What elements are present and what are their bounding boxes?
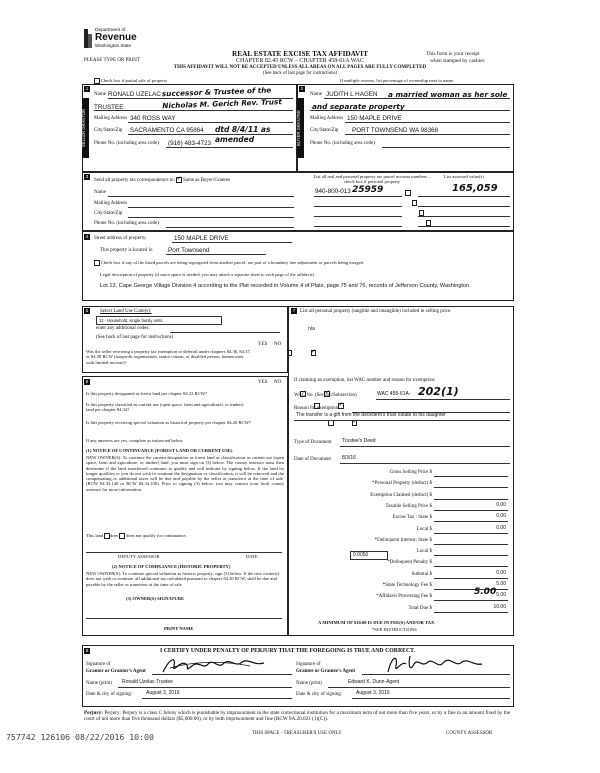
grantor-date[interactable]: August 3, 2016 [146,690,180,696]
personal-property-value[interactable]: n/a [308,326,315,332]
parcel-number[interactable]: 940-800-013 [315,188,351,195]
pp-checkbox-2[interactable] [412,200,418,206]
minimum-due: A MINIMUM OF $10.00 IS DUE IN FEE(S) AND/OR TAX [318,620,435,625]
partial-sale-checkbox[interactable] [94,78,100,84]
seller-phone-label: Phone No. (including area code) [94,141,159,146]
send-correspondence: Send all property tax correspondence to: ✓ Same as Buyer/Grantee [94,177,230,184]
multiple-owners-note: If multiple owners, list percentage of ownership next to name. [340,78,455,83]
parcel-handwritten: 25959 [352,185,384,195]
buyer-city-label: City/State/Zip [310,128,339,133]
tax-row-value[interactable]: 0.00 [496,569,506,576]
seller-mailing-label: Mailing Address [94,116,128,121]
street-label: Street address of property: [94,236,147,241]
reason-label: Reason for exemption [294,406,339,411]
s6-q3: Is this property receiving special valuation as historical property per chapter 84.26 RCW? [86,420,251,425]
tax-row-line [434,566,508,567]
legal-description[interactable]: Lot 13, Cape George Village Division 4 according to the Plat recorded in Volume 4 of Plats, page 75 and 76, records of Jefferson County, Washington. [100,283,471,289]
seller-city-label: City/State/Zip [94,128,123,133]
s6-q1: Is this property designated as forest land per chapter 84.33 RCW? [86,391,208,396]
certify-statement: I CERTIFY UNDER PENALTY OF PERJURY THAT THE FOREGOING IS TRUE AND CORRECT. [160,648,416,654]
tax-row-line [434,600,508,601]
tax-row-label: Excise Tax : State $ [392,515,432,521]
processing-fee-handwritten: 5.00 [474,587,497,597]
deputy-date: DATE [246,554,258,559]
tax-row-line [434,589,508,590]
county-assessor: COUNTY ASSESSOR [446,731,493,736]
land-does-not-checkbox[interactable] [119,533,125,539]
seller-phone[interactable]: (916) 483-4723 [168,140,212,147]
s6-no: NO [274,380,282,385]
see-instructions: *SEE INSTRUCTIONS [372,627,417,632]
segregated-checkbox[interactable] [94,260,100,266]
land-use-label: Select Land Use Code(s): [100,309,152,314]
grantee-name[interactable]: Edward K. Dunn-Agent [348,679,400,685]
wac-label: WAC No. (Section/Subsection) [294,393,357,398]
receipt-line1: This form is your receipt [426,51,480,57]
tax-row-label: Gross Selling Price $ [389,470,432,475]
s3-mailing-label: Mailing Address [94,201,128,206]
partial-sale[interactable]: Check box if partial sale of property [94,78,167,84]
grantor-sig-label1: Signature of [86,662,111,667]
seller-trustee[interactable]: TRUSTEE [94,104,124,111]
grantor-sig-label2: Grantor or Grantor's Agent [86,669,146,674]
form-chapter: CHAPTER 82.45 RCW – CHAPTER 458-61A WAC [236,58,364,64]
tax-row-line [434,578,508,579]
buyer-name[interactable]: JUDITH L HAGEN [326,91,378,98]
located-label: This property is located in [100,248,153,253]
s6-yes: YES [258,380,268,385]
legal-label: Legal description of property (if more space is needed, you may attach a separate sheet to each page of the affidavit) [100,272,314,277]
see-back: (See back of last page for instructions) [262,71,338,76]
s5-question: Was the seller receiving a property tax exemption or deferral under chapters 84.36, 84.37, or 84.38 RCW (nonprofit organization, senior citizen, or disabled person, homeowner with limited income)? [86,349,251,365]
s5-no: NO [274,342,282,347]
grantor-name[interactable]: Ronald Uzelac-Trustee [122,679,173,685]
grantee-name-label: Name (print) [296,681,322,686]
tax-row-line [434,510,508,511]
doc-type[interactable]: Trustee's Deed [342,438,376,444]
tax-row-line [434,612,508,613]
deputy-assessor: DEPUTY ASSESSOR [118,554,160,559]
section-1-number: 1 [85,86,89,91]
seller-mailing[interactable]: 340 ROSS WAY [130,115,176,122]
s5-yes: YES [258,342,268,347]
section-6-number: 6 [85,379,89,384]
tax-row-label: *Affidavit Processing Fee $ [376,594,432,600]
buyer-name-handwritten: a married woman as her sole and separate property [312,90,508,111]
logo-revenue: Revenue [95,32,137,43]
notice1-title: (1) NOTICE OF CONTINUANCE (FOREST LAND OR CURRENT USE) [86,448,233,453]
assessed-header: List assessed value(s) [444,174,484,179]
seller-name-handwritten: successor & Trustee of the Nicholas M. Gerich Rev. Trust [161,85,282,110]
tax-row-line [434,533,508,534]
grantee-date[interactable]: August 3, 2016 [356,690,390,696]
please-type: PLEASE TYPE OR PRINT [84,58,140,63]
segregated-row[interactable]: Check box if any of the listed parcels are being segregated from another parcel, are part of a boundary line adjustment or parcels being merged. [94,260,364,266]
logo-dept: Department of [95,28,126,33]
grantor-name-label: Name (print) [86,681,112,686]
seller-name-label: Name [94,92,106,97]
buyer-mailing-label: Mailing Address [310,116,344,121]
parcel-header: List all real and personal property tax parcel account numbers – check box if personal property [313,174,431,185]
section-2-number: 2 [300,86,304,91]
tax-row-value[interactable]: 5.00 [496,592,506,599]
tax-row-value[interactable]: 0.00 [496,501,506,508]
grantor-signature [160,654,270,676]
notice1-body: NEW OWNER(S): To continue the current designation as forest land or classification as current use (open space, farm and agriculture, or timber) land, you must sign on (3) below. The county assessor must then determine if the land transferred continues to qualify and will indicate by signing below. If the land no longer qualifies or you do not wish to continue the designation or classification, it will be removed and the compensating or additional taxes will be due and payable by the seller or transferor at the time of sale. (RCW 84.33.140 or RCW 84.34.108). Prior to signing (3) below, you may contact your local county assessor for more information. [86,455,284,492]
seller-grantor-label: SELLER GRANTOR [82,98,89,158]
land-use-select[interactable]: 11 - Household, single family units [96,316,222,325]
tax-row-value[interactable]: 0.00 [496,524,506,531]
buyer-city[interactable]: PORT TOWNSEND WA 98368 [352,127,439,134]
tax-row-line [434,544,508,545]
buyer-phone-label: Phone No. (including area code) [310,141,375,146]
form-title: REAL ESTATE EXCISE TAX AFFIDAVIT [232,49,368,58]
print-name-label: PRINT NAME [164,626,194,631]
logo-state: Washington State [95,43,132,48]
buyer-name-label: Name [310,92,322,97]
pp-checkbox-3[interactable] [419,210,425,216]
receipt-line2: when stamped by cashier. [430,58,486,64]
doc-date[interactable]: 8/3/16 [342,455,356,461]
tax-row-label: *State Technology Fee $ [382,583,432,588]
grantee-date-label: Date & city of signing: [296,692,343,697]
doc-date-label: Date of Document [294,457,331,462]
s6-q2: Is this property classified as current use (open space, farm and agricultural, or timber) land per chapter 84.34? [86,402,244,413]
grantee-sig-label1: Signature of [296,662,321,667]
form-warning: THIS AFFIDAVIT WILL NOT BE ACCEPTED UNLESS ALL AREAS ON ALL PAGES ARE FULLY COMPLETED [173,65,427,70]
tax-row-label: Total Due $ [408,605,432,611]
wac-number[interactable]: WAC 458-61A- [377,391,411,397]
s5-see-back: (See back of last page for instructions) [96,335,174,340]
located-in[interactable]: Port Townsend [168,247,210,254]
notice2-title: (2) NOTICE OF COMPLIANCE (HISTORIC PROPERTY) [112,564,231,569]
tax-row-value[interactable]: 0.00 [496,513,506,520]
buyer-grantee-label: BUYER GRANTEE [297,98,304,158]
tax-row-value[interactable]: 5.00 [496,581,506,587]
doc-type-label: Type of Document [294,440,332,445]
treasurer-use: THIS SPACE - TREASURER'S USE ONLY [252,731,342,736]
grantee-signature [384,652,484,676]
tax-row-label: *Delinquent Penalty $ [387,560,432,566]
section-7-number: 7 [292,308,296,313]
s3-phone-label: Phone No. (including area code) [94,221,159,226]
buyer-mailing[interactable]: 150 MAPLE DRIVE [347,115,402,122]
section-3-number: 3 [85,174,89,179]
tax-row-label: Subtotal $ [411,571,432,577]
exemption-label: If claiming an exemption, list WAC number and reason for exemption: [294,378,436,383]
grantee-sig-label2: Grantee or Grantee's Agent [296,669,356,674]
recording-stamp: 757742 126106 08/22/2016 10:00 [6,732,154,742]
tax-row-line [434,487,508,488]
section-8-number: 8 [85,648,89,653]
personal-property-label: List all personal property (tangible and intangible) included in selling price. [300,309,452,314]
section-4-number: 4 [85,234,89,239]
tax-row-label: Taxable Selling Price $ [385,503,432,509]
tax-row-line [434,476,508,477]
tax-row-label: *Personal Property (deduct) $ [372,481,432,487]
seller-name[interactable]: RONALD UZELAC - [108,91,165,98]
tax-row-label: Local $ [416,526,432,532]
owner-signature-label: (3) OWNER(S) SIGNATURE [126,596,185,601]
assessed-value: 165,059 [452,183,498,194]
seller-city-handwritten: dtd 8/4/11 as amended [215,125,271,144]
tax-rate-box[interactable]: 0.0050 [350,551,388,560]
logo-mark [84,29,93,48]
tax-row-line [434,499,508,500]
tax-row-value[interactable]: 10.00 [493,603,506,610]
wac-handwritten: 202(1) [418,385,459,398]
s3-name-label: Name [94,190,106,195]
same-as-buyer-checkbox[interactable] [176,177,182,183]
land-does-checkbox[interactable] [104,533,110,539]
s6-if-yes: If any answers are yes, complete as instructed below. [86,438,184,443]
notice2-body: NEW OWNER(S): To continue special valuation as historic property, sign (3) below. If the new owner(s) does not wish to continue, all additional tax calculated pursuant to chapter 84.26 RCW, shall be due and payable by the seller or transferor at the time of sale. [86,571,280,587]
grantor-date-label: Date & city of signing: [86,692,133,697]
perjury-notice: Perjury: Perjury: Perjury is a class C felony which is punishable by imprisonment in the state correctional institution for a maximum term of not more than five years, or by a fine in an amount fixed by the court of not more than five thousand dollars ($5,000.00), or by both imprisonment and fine (RCW 9A.20.021 (1)(C)). [84,710,511,722]
additional-codes: enter any additional codes: [96,326,150,331]
reason-value[interactable]: The transfer is a gift from the decedent's trust estate to his daughter [296,412,446,418]
tax-row-label: Exemption Claimed (deduct) $ [370,492,432,498]
tax-row-label: Local $ [416,549,432,555]
pp-checkbox-4[interactable] [426,220,432,226]
s3-city-label: City/State/Zip [94,211,123,216]
seller-city[interactable]: SACRAMENTO CA 95864 [130,127,204,134]
street-address[interactable]: 150 MAPLE DRIVE [174,235,229,242]
section-6-classification [82,376,288,636]
tax-row-line [434,521,508,522]
section-5-number: 5 [85,308,89,313]
tax-row-line [434,555,508,556]
continuance-row: This land does does not qualify for continuance. [86,533,187,538]
pp-checkbox-1[interactable] [405,190,411,196]
tax-row-label: *Delinquent Interest: State $ [374,537,432,543]
